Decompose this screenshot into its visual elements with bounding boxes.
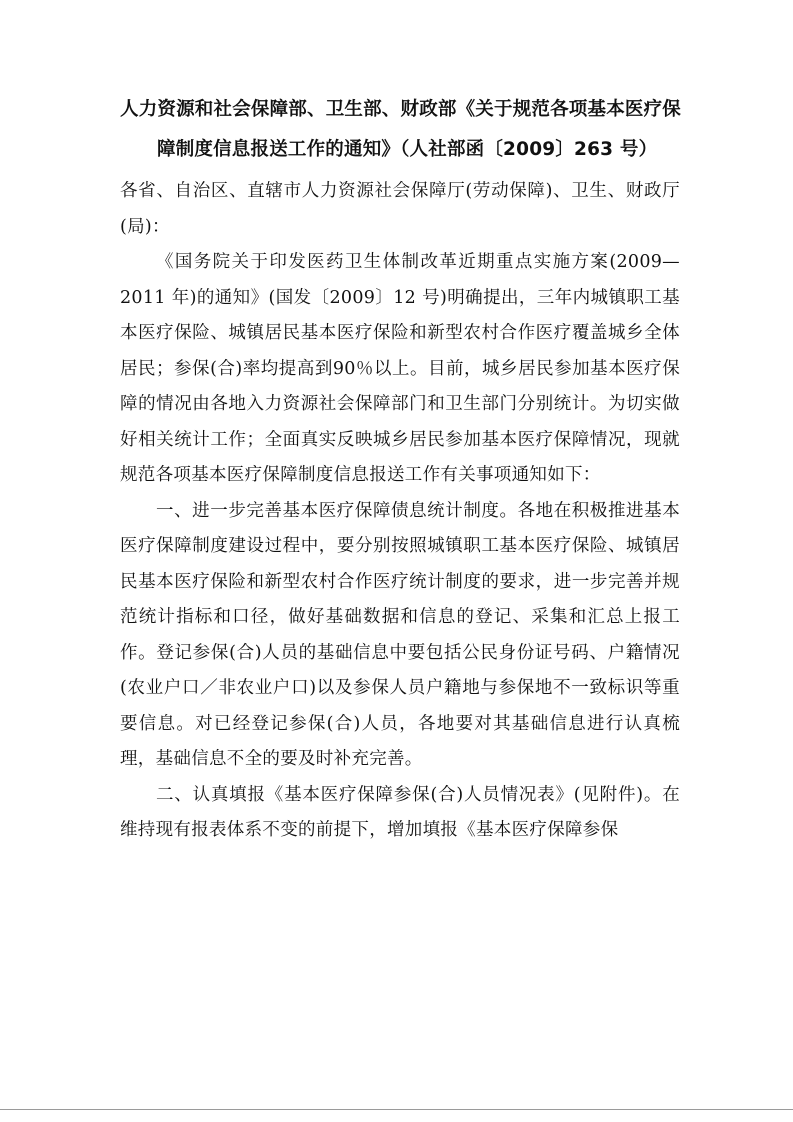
document-title	[120, 90, 680, 170]
paragraph-section-1: 一、进一步完善基本医疗保障债息统计制度。各地在积极推进基本医疗保障制度建设过程中，要分别按照城镇职工基本医疗保险、城镇居民基本医疗保险和新型农村合作医疗统计制度的要求，进一步完善并规范统计指标和口径，做好基础数据和信息的登记、采集和汇总上报工作。登记参保(合)人员的基础信息中要包括公民身份证号码、户籍情况(农业户口／非农业户口)以及参保人员户籍地与参保地不一致标识等重要信息。对已经登记参保(合)人员，各地要对其基础信息进行认真梳理，基础信息不全的要及时补充完善。	[120, 500, 680, 769]
document-body	[120, 90, 680, 849]
document-title-line-2: 障制度信息报送工作的通知》（人社部函〔2009〕263 号）	[157, 139, 658, 160]
document-title-line-1: 人力资源和社会保障部、卫生部、财政部《关于规范各项基本医疗保	[120, 99, 682, 120]
page-bottom-divider	[0, 1109, 793, 1110]
addressee: 各省、自治区、直辖市人力资源社会保障厅(劳动保障)、卫生、财政厅(局)：	[120, 181, 680, 237]
paragraph-intro: 《国务院关于印发医药卫生体制改革近期重点实施方案(2009—2011 年)的通知》(国发〔2009〕12 号)明确提出，三年内城镇职工基本医疗保险、城镇居民基本医疗保险和新型农村合作医疗覆盖城乡全体居民；参保(合)率均提高到90％以上。目前，城乡居民参加基本医疗保障的情况由各地入力资源社会保障部门和卫生部门分别统计。为切实做好相关统计工作；全面真实反映城乡居民参加基本医疗保障情况，现就规范各项基本医疗保障制度信息报送工作有关事项通知如下：	[120, 252, 680, 485]
paragraph-section-2: 二、认真填报《基本医疗保障参保(合)人员情况表》(见附件)。在维持现有报表体系不变的前提下，增加填报《基本医疗保障参保	[120, 784, 680, 840]
